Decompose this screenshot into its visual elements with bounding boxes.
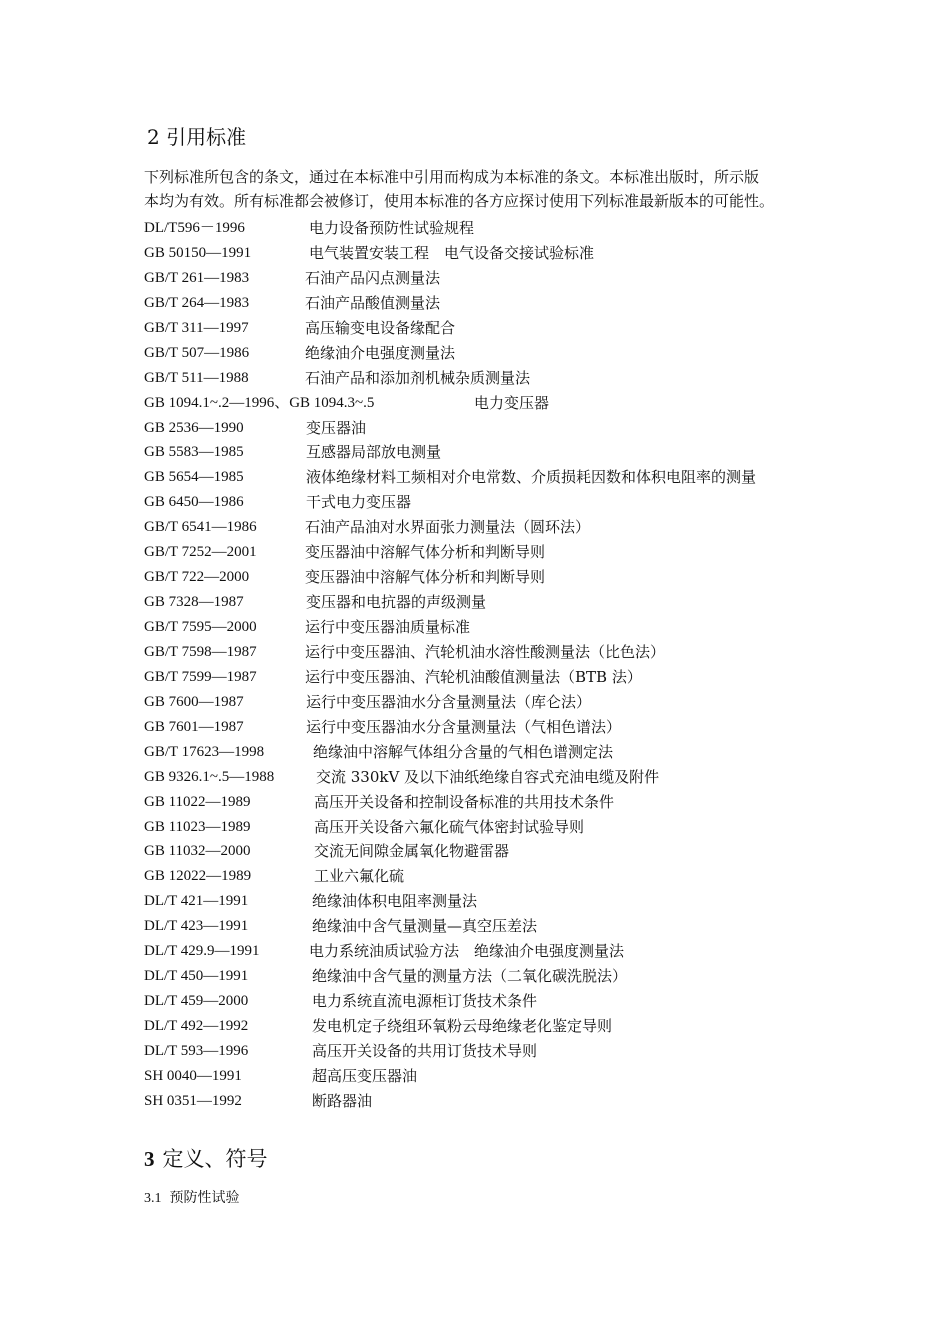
standard-code: GB 11023—1989 (144, 818, 251, 835)
standard-code: DL/T596－1996 (144, 220, 245, 236)
standard-name: 高压开关设备六氟化硫气体密封试验导则 (314, 817, 585, 836)
standard-row (144, 939, 864, 964)
standard-row (144, 465, 864, 490)
intro-line-2: 本均为有效。所有标准都会被修订，使用本标准的各方应探讨使用下列标准最新版本的可能性。 (144, 192, 775, 210)
standard-row (144, 815, 864, 840)
standard-row (144, 615, 864, 640)
standard-name: 运行中变压器油、汽轮机油水溶性酸测量法（比色法） (305, 642, 666, 661)
subsection-3-1-number: 3.1 (144, 1191, 162, 1206)
standard-row (144, 740, 864, 765)
standard-name: 变压器和电抗器的声级测量 (306, 593, 487, 612)
standard-name: 超高压变压器油 (312, 1066, 418, 1085)
standard-code: GB/T 7252—2001 (144, 544, 257, 561)
standard-row (144, 416, 864, 441)
standard-code: SH 0351—1992 (144, 1092, 242, 1109)
referenced-standards-list (144, 216, 864, 1114)
standard-code: GB 1094.1~.2—1996、GB 1094.3~.5 (144, 394, 375, 411)
standard-name: 断路器油 (312, 1091, 373, 1110)
standard-name: 运行中变压器油质量标准 (305, 618, 471, 636)
standard-row (144, 864, 864, 889)
standard-code: GB/T 264—1983 (144, 294, 250, 311)
standard-name: 电力设备预防性试验规程 (309, 219, 475, 237)
standard-code: GB 9326.1~.5—1988 (144, 768, 275, 785)
section-3-number: 3 (144, 1147, 155, 1171)
standard-name: 干式电力变压器 (306, 493, 412, 512)
standard-code: GB/T 17623—1998 (144, 743, 265, 760)
standard-name: 变压器油 (306, 418, 367, 437)
standard-row (144, 241, 864, 266)
standard-row (144, 989, 864, 1014)
standard-row (144, 216, 864, 241)
standard-row (144, 341, 864, 366)
standard-name: 运行中变压器油水分含量测量法（气相色谱法） (306, 717, 622, 736)
standard-row (144, 266, 864, 291)
standard-name: 互感器局部放电测量 (306, 443, 442, 462)
subsection-3-1-heading (144, 1187, 240, 1207)
standard-name: 高压开关设备和控制设备标准的共用技术条件 (314, 792, 615, 811)
standard-row (144, 640, 864, 665)
standard-name: 高压开关设备的共用订货技术导则 (312, 1041, 538, 1060)
standard-code: GB 6450—1986 (144, 494, 244, 511)
standard-code: GB 7601—1987 (144, 718, 244, 735)
standard-row (144, 1064, 864, 1089)
standard-name: 变压器油中溶解气体分析和判断导则 (305, 543, 546, 562)
standard-code: GB 5654—1985 (144, 469, 244, 486)
standard-row (144, 391, 864, 416)
standard-code: GB/T 7595—2000 (144, 619, 257, 635)
standard-code: GB/T 722—2000 (144, 569, 250, 586)
standard-name: 石油产品和添加剂机械杂质测量法 (305, 368, 531, 387)
standard-row (144, 914, 864, 939)
standard-row (144, 1089, 864, 1114)
standard-code: DL/T 450—1991 (144, 968, 249, 985)
standard-row (144, 490, 864, 515)
standard-code: DL/T 459—2000 (144, 993, 249, 1010)
intro-line-1: 下列标准所包含的条文，通过在本标准中引用而构成为本标准的条文。本标准出版时，所示版 (144, 168, 760, 186)
standard-row (144, 316, 864, 341)
standard-name: 绝缘油体积电阻率测量法 (312, 892, 478, 911)
standard-row (144, 440, 864, 465)
standard-name: 绝缘油中溶解气体组分含量的气相色谱测定法 (313, 742, 614, 761)
standard-code: GB 11022—1989 (144, 793, 251, 810)
standard-row (144, 839, 864, 864)
section-3-title: 定义、符号 (162, 1147, 268, 1171)
standard-name: 变压器油中溶解气体分析和判断导则 (305, 568, 546, 587)
standard-name: 液体绝缘材料工频相对介电常数、介质损耗因数和体积电阻率的测量 (306, 468, 757, 487)
standard-row (144, 964, 864, 989)
section-2-heading: 2 引用标准 (147, 125, 247, 149)
standard-row (144, 1014, 864, 1039)
standard-code: GB 7328—1987 (144, 594, 244, 611)
standard-name: 绝缘油介电强度测量法 (305, 343, 456, 362)
standard-name: 石油产品酸值测量法 (305, 293, 441, 312)
standard-name: 工业六氟化硫 (314, 867, 405, 886)
standard-code: SH 0040—1991 (144, 1067, 242, 1084)
standard-name: 绝缘油中含气量测量—真空压差法 (312, 917, 538, 936)
standard-row (144, 665, 864, 690)
standard-code: DL/T 492—1992 (144, 1018, 249, 1034)
standard-code: GB/T 261—1983 (144, 269, 250, 286)
standard-row (144, 291, 864, 316)
standard-name: 石油产品闪点测量法 (305, 268, 441, 287)
standard-name: 石油产品油对水界面张力测量法（圆环法） (305, 518, 591, 537)
standard-name: 运行中变压器油、汽轮机油酸值测量法（BTB 法） (305, 667, 642, 686)
standard-row (144, 765, 864, 790)
standard-code: GB/T 507—1986 (144, 344, 250, 361)
standard-name: 交流 330kV 及以下油纸绝缘自容式充油电缆及附件 (316, 767, 660, 786)
standard-code: GB 12022—1989 (144, 868, 252, 885)
standard-code: GB 50150—1991 (144, 244, 252, 261)
standard-row (144, 715, 864, 740)
standard-row (144, 690, 864, 715)
standard-code: GB/T 7599—1987 (144, 668, 257, 685)
section-2-intro (144, 165, 844, 213)
standard-code: DL/T 421—1991 (144, 893, 249, 910)
standard-code: GB/T 511—1988 (144, 369, 249, 386)
standard-code: GB/T 311—1997 (144, 319, 249, 336)
standard-row (144, 889, 864, 914)
standard-row (144, 366, 864, 391)
standard-row (144, 1039, 864, 1064)
standard-name: 电力变压器 (474, 393, 550, 412)
standard-code: GB 2536—1990 (144, 419, 244, 436)
standard-row (144, 590, 864, 615)
standard-name: 运行中变压器油水分含量测量法（库仑法） (306, 692, 592, 711)
standard-code: GB/T 6541—1986 (144, 519, 257, 536)
standard-code: GB 5583—1985 (144, 444, 244, 461)
section-3-heading (144, 1143, 268, 1173)
standard-row (144, 540, 864, 565)
standard-row (144, 790, 864, 815)
standard-name: 发电机定子绕组环氧粉云母绝缘老化鉴定导则 (312, 1017, 613, 1035)
standard-code: GB 7600—1987 (144, 693, 244, 710)
standard-name: 电气装置安装工程 电气设备交接试验标准 (309, 243, 595, 262)
standard-code: DL/T 423—1991 (144, 918, 249, 935)
standard-name: 绝缘油中含气量的测量方法（二氧化碳洗脱法） (312, 967, 628, 986)
standard-code: GB/T 7598—1987 (144, 643, 257, 660)
standard-code: DL/T 593—1996 (144, 1042, 249, 1059)
standard-name: 电力系统直流电源柜订货技术条件 (312, 992, 538, 1011)
standard-name: 电力系统油质试验方法 绝缘油介电强度测量法 (309, 942, 625, 961)
standard-name: 高压输变电设备缘配合 (305, 318, 456, 337)
standard-code: DL/T 429.9—1991 (144, 943, 260, 960)
standard-row (144, 515, 864, 540)
subsection-3-1-title: 预防性试验 (169, 1190, 240, 1206)
standard-name: 交流无间隙金属氧化物避雷器 (314, 842, 510, 861)
standard-row (144, 565, 864, 590)
standard-code: GB 11032—2000 (144, 843, 251, 860)
